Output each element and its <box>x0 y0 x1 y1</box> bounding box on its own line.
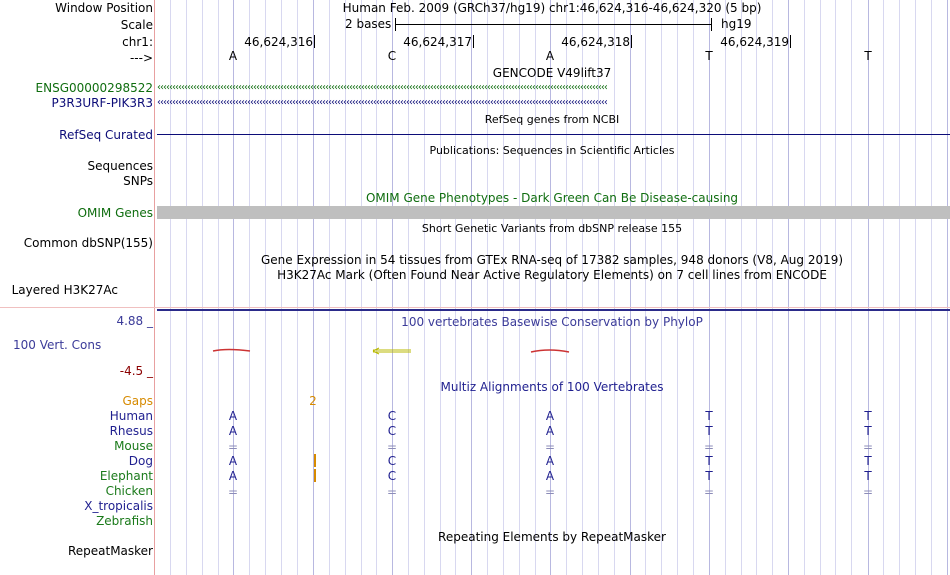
alignment-base: C <box>387 409 397 423</box>
species-label-x-tropicalis[interactable]: X_tropicalis <box>84 499 153 513</box>
dbsnp-track-title[interactable]: Short Genetic Variants from dbSNP release 155 <box>421 222 683 235</box>
track-separator <box>157 309 950 311</box>
sequences-track-label[interactable]: Sequences <box>87 159 153 173</box>
h3k27ac-track-label[interactable]: Layered H3K27Ac <box>11 283 118 297</box>
snps-track-label[interactable]: SNPs <box>123 174 153 188</box>
species-label-dog[interactable]: Dog <box>128 454 153 468</box>
repeatmasker-track-label[interactable]: RepeatMasker <box>67 544 153 558</box>
species-label-chicken[interactable]: Chicken <box>105 484 153 498</box>
alignment-base: = <box>386 485 398 499</box>
track-separator <box>0 307 950 308</box>
alignment-base: T <box>864 454 872 468</box>
alignment-base: C <box>387 454 397 468</box>
strand-direction-label: ---> <box>129 51 153 65</box>
label-divider <box>154 0 155 575</box>
sequence-base: A <box>228 49 238 63</box>
multiz-gaps-label[interactable]: Gaps <box>122 394 153 408</box>
alignment-base: C <box>387 469 397 483</box>
repeatmasker-track-title[interactable]: Repeating Elements by RepeatMasker <box>438 530 666 544</box>
alignment-base: = <box>703 485 715 499</box>
alignment-base: = <box>862 440 874 454</box>
alignment-base: A <box>545 454 555 468</box>
alignment-base: A <box>545 469 555 483</box>
alignment-base: A <box>545 409 555 423</box>
species-label-human[interactable]: Human <box>109 409 153 423</box>
phylop-max-label: 4.88 _ <box>116 314 153 328</box>
alignment-base: = <box>386 440 398 454</box>
alignment-base: = <box>227 440 239 454</box>
alignment-base: C <box>387 424 397 438</box>
gencode-track-title[interactable]: GENCODE V49lift37 <box>492 66 612 80</box>
species-label-zebrafish[interactable]: Zebrafish <box>96 514 153 528</box>
window-position-label: Window Position <box>55 1 153 15</box>
gtex-track-title[interactable]: Gene Expression in 54 tissues from GTEx RNA-seq of 17382 samples, 948 donors (V8, Aug 2019) <box>260 253 844 267</box>
alignment-base: A <box>228 409 238 423</box>
sequence-base: A <box>545 49 555 63</box>
phylop-conservation-graph[interactable] <box>157 342 950 362</box>
species-label-elephant[interactable]: Elephant <box>99 469 153 483</box>
position-tick <box>314 35 315 48</box>
phylop-track-label[interactable]: 100 Vert. Cons <box>13 338 102 352</box>
alignment-base: T <box>705 454 713 468</box>
alignment-base: T <box>705 424 713 438</box>
refseq-track-label[interactable]: RefSeq Curated <box>59 128 153 142</box>
position-tick <box>790 35 791 48</box>
position-label: 46,624,317 <box>403 35 472 49</box>
gencode-gene-label[interactable]: P3R3URF-PIK3R3 <box>51 96 153 110</box>
assembly-label: hg19 <box>721 17 752 31</box>
scale-label: Scale <box>120 18 153 32</box>
multiz-track-title[interactable]: Multiz Alignments of 100 Vertebrates <box>440 380 664 394</box>
refseq-track-title[interactable]: RefSeq genes from NCBI <box>484 113 620 126</box>
alignment-base: = <box>544 485 556 499</box>
multiz-gap-count[interactable]: 2 <box>309 394 317 408</box>
sequence-base: T <box>705 49 713 63</box>
insertion-marker <box>314 454 316 467</box>
gencode-gene-feature[interactable]: ‹‹‹‹‹‹‹‹‹‹‹‹‹‹‹‹‹‹‹‹‹‹‹‹‹‹‹‹‹‹‹‹‹‹‹‹‹‹‹‹‹‹‹‹‹‹‹‹‹‹‹‹‹‹‹‹‹‹‹‹‹‹‹‹‹‹‹‹‹‹‹‹‹‹‹‹‹‹‹‹‹‹‹‹‹‹‹‹‹‹‹‹‹‹‹‹‹‹‹‹‹‹‹‹‹‹‹‹‹‹‹‹‹‹‹‹‹‹‹‹‹‹‹‹‹‹‹‹‹‹‹‹‹‹‹‹‹‹‹‹‹‹‹‹‹‹‹‹‹‹ <box>157 82 607 93</box>
sequence-base: T <box>864 49 872 63</box>
omim-feature-bar[interactable] <box>157 206 950 219</box>
alignment-base: A <box>228 454 238 468</box>
alignment-base: T <box>705 469 713 483</box>
alignment-base: T <box>864 409 872 423</box>
refseq-gene-line[interactable] <box>157 134 950 135</box>
scale-value: 2 bases <box>345 17 392 31</box>
species-label-mouse[interactable]: Mouse <box>114 439 153 453</box>
position-tick <box>631 35 632 48</box>
phylop-min-label: -4.5 _ <box>119 364 153 378</box>
gencode-gene-feature[interactable]: ‹‹‹‹‹‹‹‹‹‹‹‹‹‹‹‹‹‹‹‹‹‹‹‹‹‹‹‹‹‹‹‹‹‹‹‹‹‹‹‹‹‹‹‹‹‹‹‹‹‹‹‹‹‹‹‹‹‹‹‹‹‹‹‹‹‹‹‹‹‹‹‹‹‹‹‹‹‹‹‹‹‹‹‹‹‹‹‹‹‹‹‹‹‹‹‹‹‹‹‹‹‹‹‹‹‹‹‹‹‹‹‹‹‹‹‹‹‹‹‹‹‹‹‹‹‹‹‹‹‹‹‹‹‹‹‹‹‹‹‹‹‹‹‹‹‹‹‹‹‹ <box>157 97 607 108</box>
position-label: 46,624,319 <box>720 35 789 49</box>
species-label-rhesus[interactable]: Rhesus <box>109 424 153 438</box>
scale-bar-end-tick <box>711 18 712 31</box>
position-label: 46,624,318 <box>561 35 630 49</box>
alignment-base: T <box>864 469 872 483</box>
phylop-track-title[interactable]: 100 vertebrates Basewise Conservation by PhyloP <box>401 315 703 329</box>
sequence-base: C <box>387 49 397 63</box>
h3k27ac-track-title[interactable]: H3K27Ac Mark (Often Found Near Active Regulatory Elements) on 7 cell lines from ENCODE <box>277 268 827 282</box>
alignment-base: A <box>228 469 238 483</box>
dbsnp-track-label[interactable]: Common dbSNP(155) <box>23 236 153 250</box>
alignment-base: = <box>227 485 239 499</box>
alignment-base: A <box>228 424 238 438</box>
position-tick <box>473 35 474 48</box>
insertion-marker <box>314 469 316 482</box>
chromosome-label: chr1: <box>122 35 153 49</box>
scale-bar-start-tick <box>395 18 396 31</box>
position-label: 46,624,316 <box>244 35 313 49</box>
alignment-base: T <box>864 424 872 438</box>
gencode-gene-label[interactable]: ENSG00000298522 <box>35 81 153 95</box>
alignment-base: A <box>545 424 555 438</box>
alignment-base: T <box>705 409 713 423</box>
alignment-base: = <box>862 485 874 499</box>
alignment-base: = <box>703 440 715 454</box>
omim-track-label[interactable]: OMIM Genes <box>77 206 153 220</box>
window-position-value: Human Feb. 2009 (GRCh37/hg19) chr1:46,624,316-46,624,320 (5 bp) <box>342 1 762 15</box>
alignment-base: = <box>544 440 556 454</box>
scale-bar <box>395 24 711 25</box>
omim-track-title[interactable]: OMIM Gene Phenotypes - Dark Green Can Be Disease-causing <box>365 191 739 205</box>
publications-track-title[interactable]: Publications: Sequences in Scientific Articles <box>429 144 675 157</box>
